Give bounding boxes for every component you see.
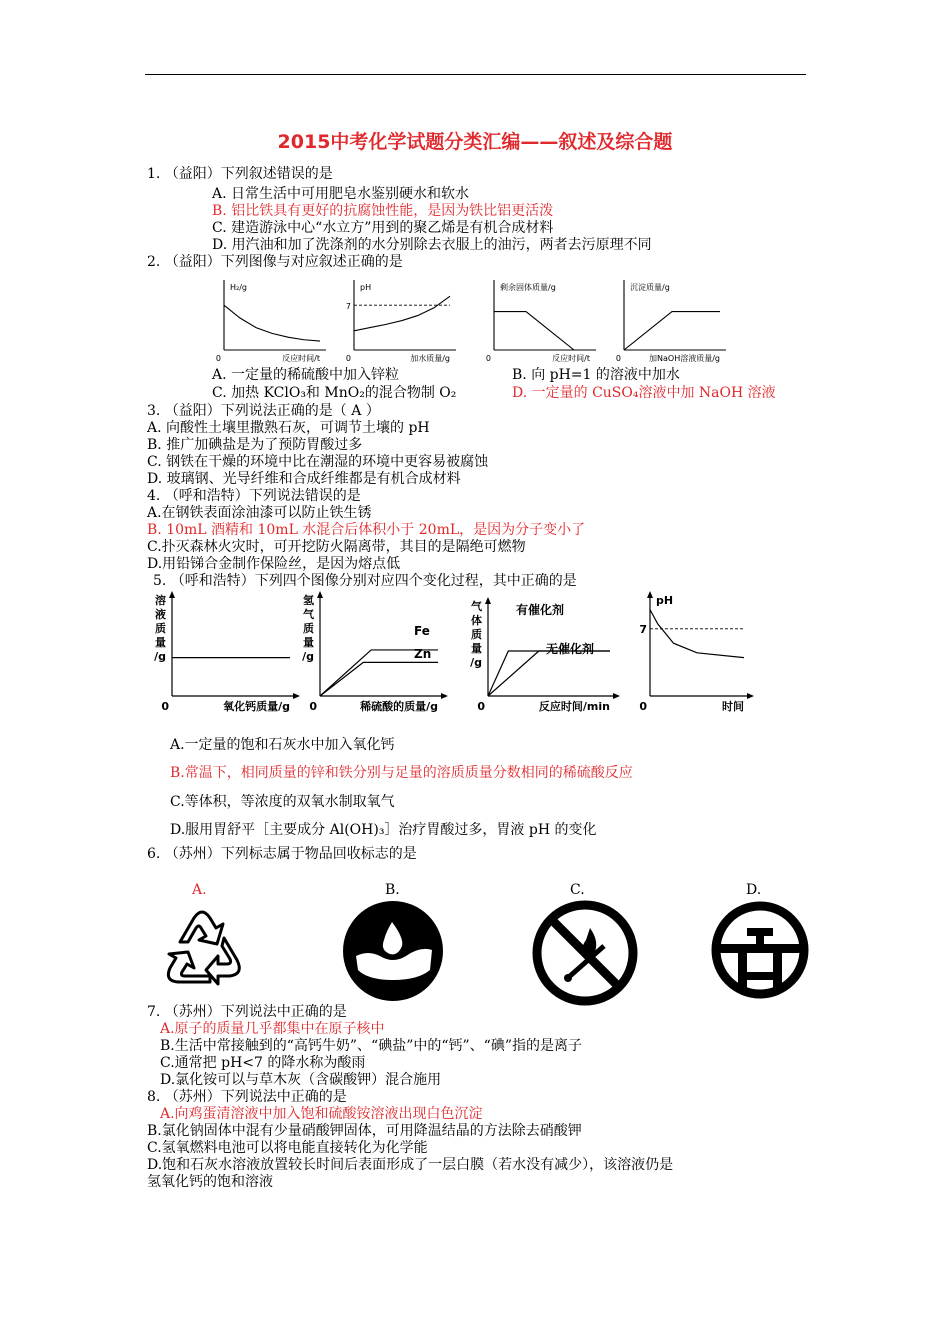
origin-label: 0 (485, 354, 491, 363)
q7-option-c: C.通常把 pH<7 的降水称为酸雨 (160, 1055, 366, 1071)
q3-option-a: A. 向酸性土壤里撒熟石灰，可调节土壤的 pH (147, 420, 430, 436)
q1-option-c: C. 建造游泳中心“水立方”用到的聚乙烯是有机合成材料 (212, 220, 554, 236)
q3-option-c: C. 钢铁在干燥的环境中比在潮湿的环境中更容易被腐蚀 (147, 454, 489, 470)
series-line (488, 651, 610, 696)
origin-label: 0 (477, 700, 485, 713)
y-axis-label-unit: /g (470, 656, 482, 669)
no-fire-icon (530, 898, 640, 1008)
q7-option-b: B.生活中常接触到的“高钙牛奶”、“碘盐”中的“钙”、“碘”指的是离子 (160, 1038, 582, 1054)
y-axis-label-char: 气 (303, 608, 314, 621)
y-axis-label-char: 量 (303, 636, 314, 649)
q2-stem: 2. （益阳）下列图像与对应叙述正确的是 (147, 254, 403, 270)
water-saving-icon (340, 898, 446, 1004)
series-line (224, 305, 320, 341)
x-axis-label: 反应时间/t (282, 354, 320, 363)
q1-option-d: D. 用汽油和加了洗涤剂的水分别除去衣服上的油污，两者去污原理不同 (212, 237, 652, 253)
x-axis-label: 稀硫酸的质量/g (360, 700, 438, 713)
q8-option-b: B.氯化钠固体中混有少量硝酸钾固体，可用降温结晶的方法除去硝酸钾 (147, 1123, 582, 1139)
y-axis-label: 剩余固体质量/g (500, 283, 556, 292)
q5-option-c: C.等体积，等浓度的双氧水制取氧气 (170, 794, 395, 810)
q5-chart-c (468, 590, 628, 720)
q4-option-b: B. 10mL 酒精和 10mL 水混合后体积小于 20mL，是因为分子变小了 (147, 522, 586, 538)
q6-label-b: B. (385, 882, 400, 898)
series-line (624, 312, 720, 350)
y-axis-label-char: 量 (155, 636, 166, 649)
x-axis-label: 加NaOH溶液质量/g (649, 354, 720, 363)
q2-chart-a (212, 272, 330, 366)
q8-option-a: A.向鸡蛋清溶液中加入饱和硫酸铵溶液出现白色沉淀 (160, 1106, 483, 1122)
q2-chart-c (482, 272, 600, 366)
y-axis-label-char: 质 (155, 622, 166, 635)
q8-option-d-cont: 氢氧化钙的饱和溶液 (147, 1174, 273, 1190)
x-axis-label: 反应时间/t (552, 354, 590, 363)
y-axis-label-char: 溶 (155, 594, 166, 607)
page-title: 2015中考化学试题分类汇编——叙述及综合题 (277, 131, 673, 153)
q5-stem: 5. （呼和浩特）下列四个图像分别对应四个变化过程，其中正确的是 (153, 573, 577, 589)
q5-chart-d (620, 590, 760, 720)
series-label: Fe (414, 624, 430, 638)
y-axis-label-unit: /g (302, 650, 314, 663)
series-line (354, 296, 450, 331)
y-axis-label: H₂/g (230, 283, 247, 292)
q2-option-c: C. 加热 KClO₃和 MnO₂的混合物制 O₂ (212, 385, 457, 401)
q5-option-d: D.服用胃舒平［主要成分 Al(OH)₃］治疗胃酸过多，胃液 pH 的变化 (170, 822, 597, 838)
q8-stem: 8. （苏州）下列说法中正确的是 (147, 1089, 347, 1105)
y-axis-arrow (647, 591, 653, 598)
origin-label: 0 (215, 354, 221, 363)
q3-option-d: D. 玻璃钢、光导纤维和合成纤维都是有机合成材料 (147, 471, 461, 487)
series-line (320, 662, 438, 696)
q6-label-d: D. (746, 882, 762, 898)
origin-label: 0 (639, 700, 647, 713)
q2-chart-b (342, 272, 460, 366)
q5-chart-b (302, 590, 457, 720)
ref-label: 7 (345, 302, 351, 312)
y-axis-label-char: 质 (471, 628, 482, 641)
x-axis-arrow (441, 693, 448, 699)
recycle-icon (150, 900, 254, 996)
series-label: 无催化剂 (546, 642, 595, 656)
y-axis-label-char: 氢 (303, 594, 314, 607)
q7-option-a: A.原子的质量几乎都集中在原子核中 (160, 1021, 385, 1037)
q4-option-a: A.在钢铁表面涂油漆可以防止铁生锈 (147, 505, 372, 521)
q8-option-d: D.饱和石灰水溶液放置较长时间后表面形成了一层白膜（若水没有减少），该溶液仍是 (147, 1157, 674, 1173)
y-axis-label-unit: /g (154, 650, 166, 663)
y-axis-label-char: 体 (471, 614, 482, 627)
q4-option-c: C.扑灭森林火灾时，可开挖防火隔离带，其目的是隔绝可燃物 (147, 539, 526, 555)
series-line (488, 651, 610, 696)
origin-label: 0 (309, 700, 317, 713)
q4-stem: 4. （呼和浩特）下列说法错误的是 (147, 488, 361, 504)
series-label: Zn (414, 647, 432, 661)
q2-option-b: B. 向 pH=1 的溶液中加水 (512, 367, 680, 383)
q5-chart-a (152, 590, 307, 720)
x-axis-label: 氧化钙质量/g (223, 700, 290, 713)
q6-label-a: A. (192, 882, 207, 898)
y-axis-arrow (485, 597, 491, 604)
top-rule (145, 74, 806, 75)
y-axis-label-char: 气 (471, 600, 482, 613)
x-axis-arrow (747, 693, 754, 699)
q6-label-c: C. (570, 882, 585, 898)
series-line (494, 312, 574, 350)
q1-stem: 1. （益阳）下列叙述错误的是 (147, 166, 333, 182)
y-axis-arrow (317, 591, 323, 598)
y-axis-label: pH (656, 594, 674, 607)
y-axis-label-char: 质 (303, 622, 314, 635)
origin-label: 0 (345, 354, 351, 363)
q3-stem: 3. （益阳）下列说法正确的是（ A ） (147, 403, 380, 419)
x-axis-label: 反应时间/min (538, 700, 610, 713)
series-line (650, 610, 744, 658)
q2-option-a: A. 一定量的稀硫酸中加入锌粒 (212, 367, 400, 383)
q7-stem: 7. （苏州）下列说法中正确的是 (147, 1004, 347, 1020)
q5-option-a: A.一定量的饱和石灰水中加入氧化钙 (170, 737, 395, 753)
q7-option-d: D.氯化铵可以与草木灰（含碳酸钾）混合施用 (160, 1072, 442, 1088)
origin-label: 0 (161, 700, 169, 713)
emblem-icon (708, 898, 812, 1002)
x-axis-arrow (613, 693, 620, 699)
x-axis-label: 加水质量/g (410, 354, 450, 363)
q1-option-b: B. 铝比铁具有更好的抗腐蚀性能，是因为铁比铝更活泼 (212, 203, 554, 219)
y-axis-arrow (169, 591, 175, 598)
q5-option-b: B.常温下，相同质量的锌和铁分别与足量的溶质质量分数相同的稀硫酸反应 (170, 765, 633, 781)
q6-stem: 6. （苏州）下列标志属于物品回收标志的是 (147, 846, 417, 862)
y-axis-label: 沉淀质量/g (630, 283, 670, 292)
q2-chart-d (612, 272, 730, 366)
q2-option-d: D. 一定量的 CuSO₄溶液中加 NaOH 溶液 (512, 385, 776, 401)
series-label: 有催化剂 (516, 603, 565, 617)
q4-option-d: D.用铅锑合金制作保险丝，是因为熔点低 (147, 556, 401, 572)
y-axis-label: pH (360, 283, 372, 292)
x-axis-arrow (293, 693, 300, 699)
ref-label: 7 (639, 622, 647, 636)
y-axis-label-char: 量 (471, 642, 482, 655)
x-axis-label: 时间 (722, 700, 744, 713)
q1-option-a: A. 日常生活中可用肥皂水鉴别硬水和软水 (212, 186, 470, 202)
q3-option-b: B. 推广加碘盐是为了预防胃酸过多 (147, 437, 363, 453)
origin-label: 0 (615, 354, 621, 363)
q8-option-c: C.氢氧燃料电池可以将电能直接转化为化学能 (147, 1140, 428, 1156)
y-axis-label-char: 液 (155, 608, 166, 621)
